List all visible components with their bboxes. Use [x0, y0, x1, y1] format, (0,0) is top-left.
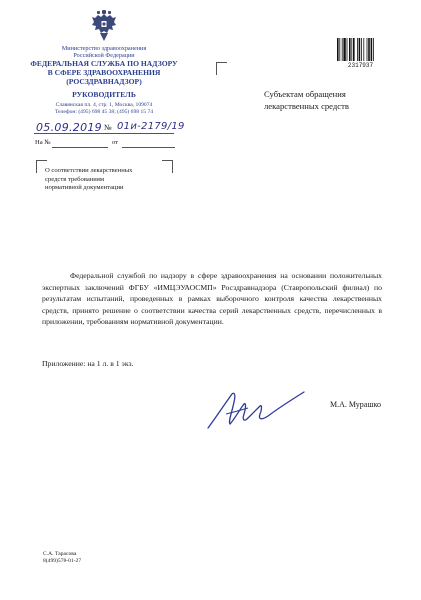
recipient-line-1: Субъектам обращения: [264, 89, 346, 99]
registration-date: 05.09.2019: [36, 121, 102, 134]
subject: [45, 167, 132, 193]
barcode-bar: [353, 38, 355, 61]
coat-of-arms-icon: [91, 10, 117, 41]
barcode-bar: [339, 38, 340, 61]
reference-number-line: [52, 147, 108, 148]
executor-phone: 8(499)578-01-27: [43, 558, 82, 564]
service-line-2: В СФЕРЕ ЗДРАВООХРАНЕНИЯ: [47, 68, 161, 77]
recipient-line-2: лекарственных средств: [264, 101, 349, 111]
address-line: Славянская пл. 4, стр. 1, Москва, 109074: [55, 102, 153, 108]
barcode-bar: [349, 38, 351, 61]
service-line-3: (РОСЗДРАВНАДЗОР): [66, 77, 142, 86]
body-paragraph: Федеральной службой по надзору в сфере здравоохранения на основании положительных экспертных заключений ФГБУ «ИМЦЭУАОСМП» Росздравнадзора (Ставропольский филиал) по результатам испытаний, проведенных в рамках выборочного контроля качества лекарственных средств, принято решение о соответствии качества серий лекарственных средств, перечисленных в приложении, требованиям нормативной документации.: [42, 271, 382, 327]
barcode-bar: [337, 38, 339, 61]
subject-line-2: средств требованиям: [45, 175, 105, 183]
signature: [200, 384, 310, 436]
barcode-bar: [363, 38, 364, 61]
barcode-bar: [342, 38, 343, 61]
reference-label: На №: [35, 139, 51, 146]
role-title: РУКОВОДИТЕЛЬ: [72, 90, 136, 99]
phone-line: Телефон: (495) 698 45 38; (495) 698 15 74: [54, 109, 154, 115]
barcode-bar: [367, 38, 368, 61]
barcode-bar: [373, 38, 374, 61]
barcode-bar: [359, 38, 361, 61]
signatory-name: М.А. Мурашко: [330, 400, 381, 409]
letterhead: [30, 45, 178, 116]
subject-line-1: О соответствии лекарственных: [45, 167, 133, 174]
barcode-bar: [371, 38, 373, 61]
subject-line-3: нормативной документации: [45, 184, 124, 191]
barcode-number: 2317937: [347, 62, 374, 69]
barcode-bar: [343, 38, 345, 61]
executor-name: С.А. Тарасова: [43, 551, 77, 557]
federation-line: Российской Федерации: [73, 52, 135, 59]
executor: [43, 551, 81, 565]
service-line-1: ФЕДЕРАЛЬНАЯ СЛУЖБА ПО НАДЗОРУ: [30, 59, 178, 68]
attachment-note: Приложение: на 1 л. в 1 экз.: [42, 359, 134, 368]
ministry-line: Министерство здравоохранения: [61, 45, 147, 52]
barcode: [337, 38, 384, 61]
barcode-bar: [368, 38, 370, 61]
recipient-corner: [216, 62, 227, 75]
barcode-bar: [357, 38, 358, 61]
subject-corner-right: [162, 160, 173, 173]
reference-from-label: от: [112, 139, 119, 146]
barcode-bar: [347, 38, 348, 61]
reference-date-line: [122, 147, 175, 148]
barcode-bar: [351, 38, 352, 61]
registration-number-prefix: №: [104, 123, 112, 132]
registration-number: 01и-2179/19: [117, 121, 185, 132]
recipient: [264, 88, 349, 112]
barcode-bar: [361, 38, 362, 61]
